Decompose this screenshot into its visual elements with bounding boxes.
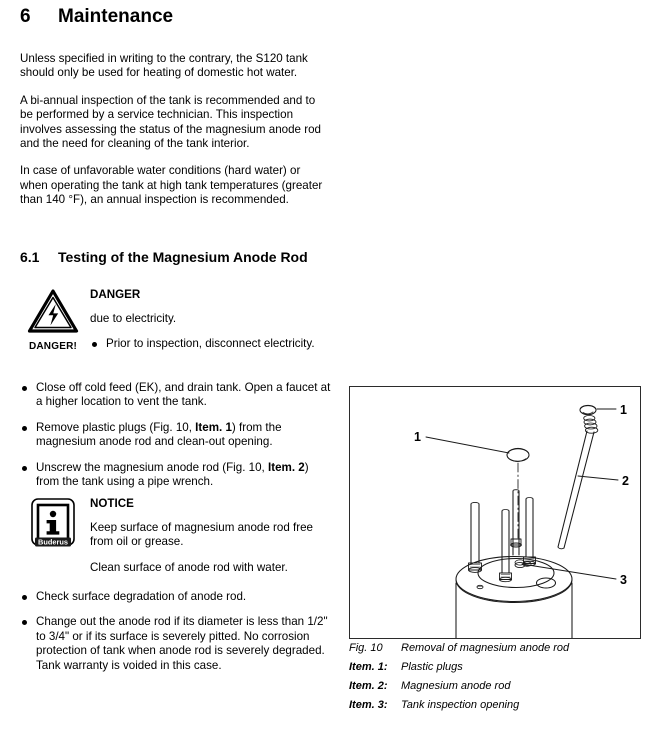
maintenance-steps-list-first (20, 381, 332, 500)
intro-paragraph-1: Unless specified in writing to the contrary, the S120 tank should only be used for heating of domestic hot water. (20, 52, 308, 80)
step-text: Change out the anode rod if its diameter is less than 1/2" to 3/4" or if its surface is severely pitted. No corrosion protection of tank when anode rod is severely degraded. Tank warranty is voided in this case. (36, 615, 328, 672)
svg-text:2: 2 (622, 474, 629, 488)
figure-legend-row (349, 660, 649, 674)
danger-electricity-triangle-icon (27, 321, 79, 338)
section-title: Testing of the Magnesium Anode Rod (58, 249, 308, 265)
step-item (20, 615, 332, 673)
intro-paragraph-3: In case of unfavorable water conditions (hard water) or when operating the tank at high tank temperatures (greater than 140 °F), an annual inspection is recommended. (20, 164, 323, 207)
legend-label: Item. 2: (349, 680, 388, 692)
legend-text: Tank inspection opening (401, 699, 520, 711)
svg-text:1: 1 (620, 403, 627, 417)
notice-text-column (90, 497, 332, 575)
step-text: Check surface degradation of anode rod. (36, 590, 247, 603)
maintenance-steps-list-second (20, 590, 332, 684)
step-item (20, 421, 332, 450)
legend-text: Magnesium anode rod (401, 680, 511, 692)
step-text: Remove plastic plugs (Fig. 10, Item. 1) from the magnesium anode rod and clean-out opening. (36, 420, 282, 449)
danger-icon-column (20, 288, 86, 352)
intro-text-block (20, 52, 330, 221)
figure-caption-text: Removal of magnesium anode rod (401, 642, 570, 654)
legend-label: Item. 1: (349, 661, 388, 673)
danger-bullet-list (90, 337, 332, 351)
chapter-title: Maintenance (58, 6, 174, 27)
section-number: 6.1 (20, 249, 40, 265)
figure-caption-block (349, 641, 649, 717)
figure-caption-label: Fig. 10 (349, 642, 383, 654)
notice-icon-column (20, 497, 86, 556)
legend-text: Plastic plugs (401, 661, 463, 673)
danger-subtitle: due to electricity. (90, 312, 177, 325)
figure-legend-row (349, 698, 649, 712)
page-title (20, 6, 440, 28)
figure-removal-of-magnesium-anode-rod (349, 386, 641, 639)
step-text: Unscrew the magnesium anode rod (Fig. 10, Item. 2) from the tank using a pipe wrench. (36, 460, 309, 489)
intro-paragraph-2: A bi-annual inspection of the tank is recommended and to be performed by a service technician. This inspection involves assessing the status of the magnesium anode rod and the need for cleaning of the tank interior. (20, 93, 321, 151)
step-text: Close off cold feed (EK), and drain tank. Open a faucet at a higher location to vent the tank. (36, 381, 331, 409)
svg-text:Buderus: Buderus (38, 537, 68, 547)
danger-bullet-item: Prior to inspection, disconnect electricity. (90, 337, 332, 351)
svg-text:1: 1 (414, 430, 421, 444)
danger-title: DANGER (90, 288, 141, 301)
figure-legend-row (349, 679, 649, 693)
notice-paragraph-1: Keep surface of magnesium anode rod free from oil or grease. (90, 521, 313, 549)
step-item (20, 381, 332, 410)
notice-paragraph-2: Clean surface of anode rod with water. (90, 560, 288, 574)
chapter-number: 6 (20, 6, 31, 27)
buderus-info-notice-icon (28, 538, 78, 555)
notice-title: NOTICE (90, 497, 134, 510)
notice-block (20, 497, 332, 586)
danger-icon-caption: DANGER! (28, 341, 78, 352)
danger-notice-block (20, 288, 332, 363)
svg-text:3: 3 (620, 573, 627, 587)
step-item (20, 461, 332, 490)
step-item (20, 590, 332, 604)
figure-caption-row (349, 641, 649, 655)
legend-label: Item. 3: (349, 699, 388, 711)
section-heading (20, 249, 350, 265)
danger-text-column (90, 288, 332, 352)
